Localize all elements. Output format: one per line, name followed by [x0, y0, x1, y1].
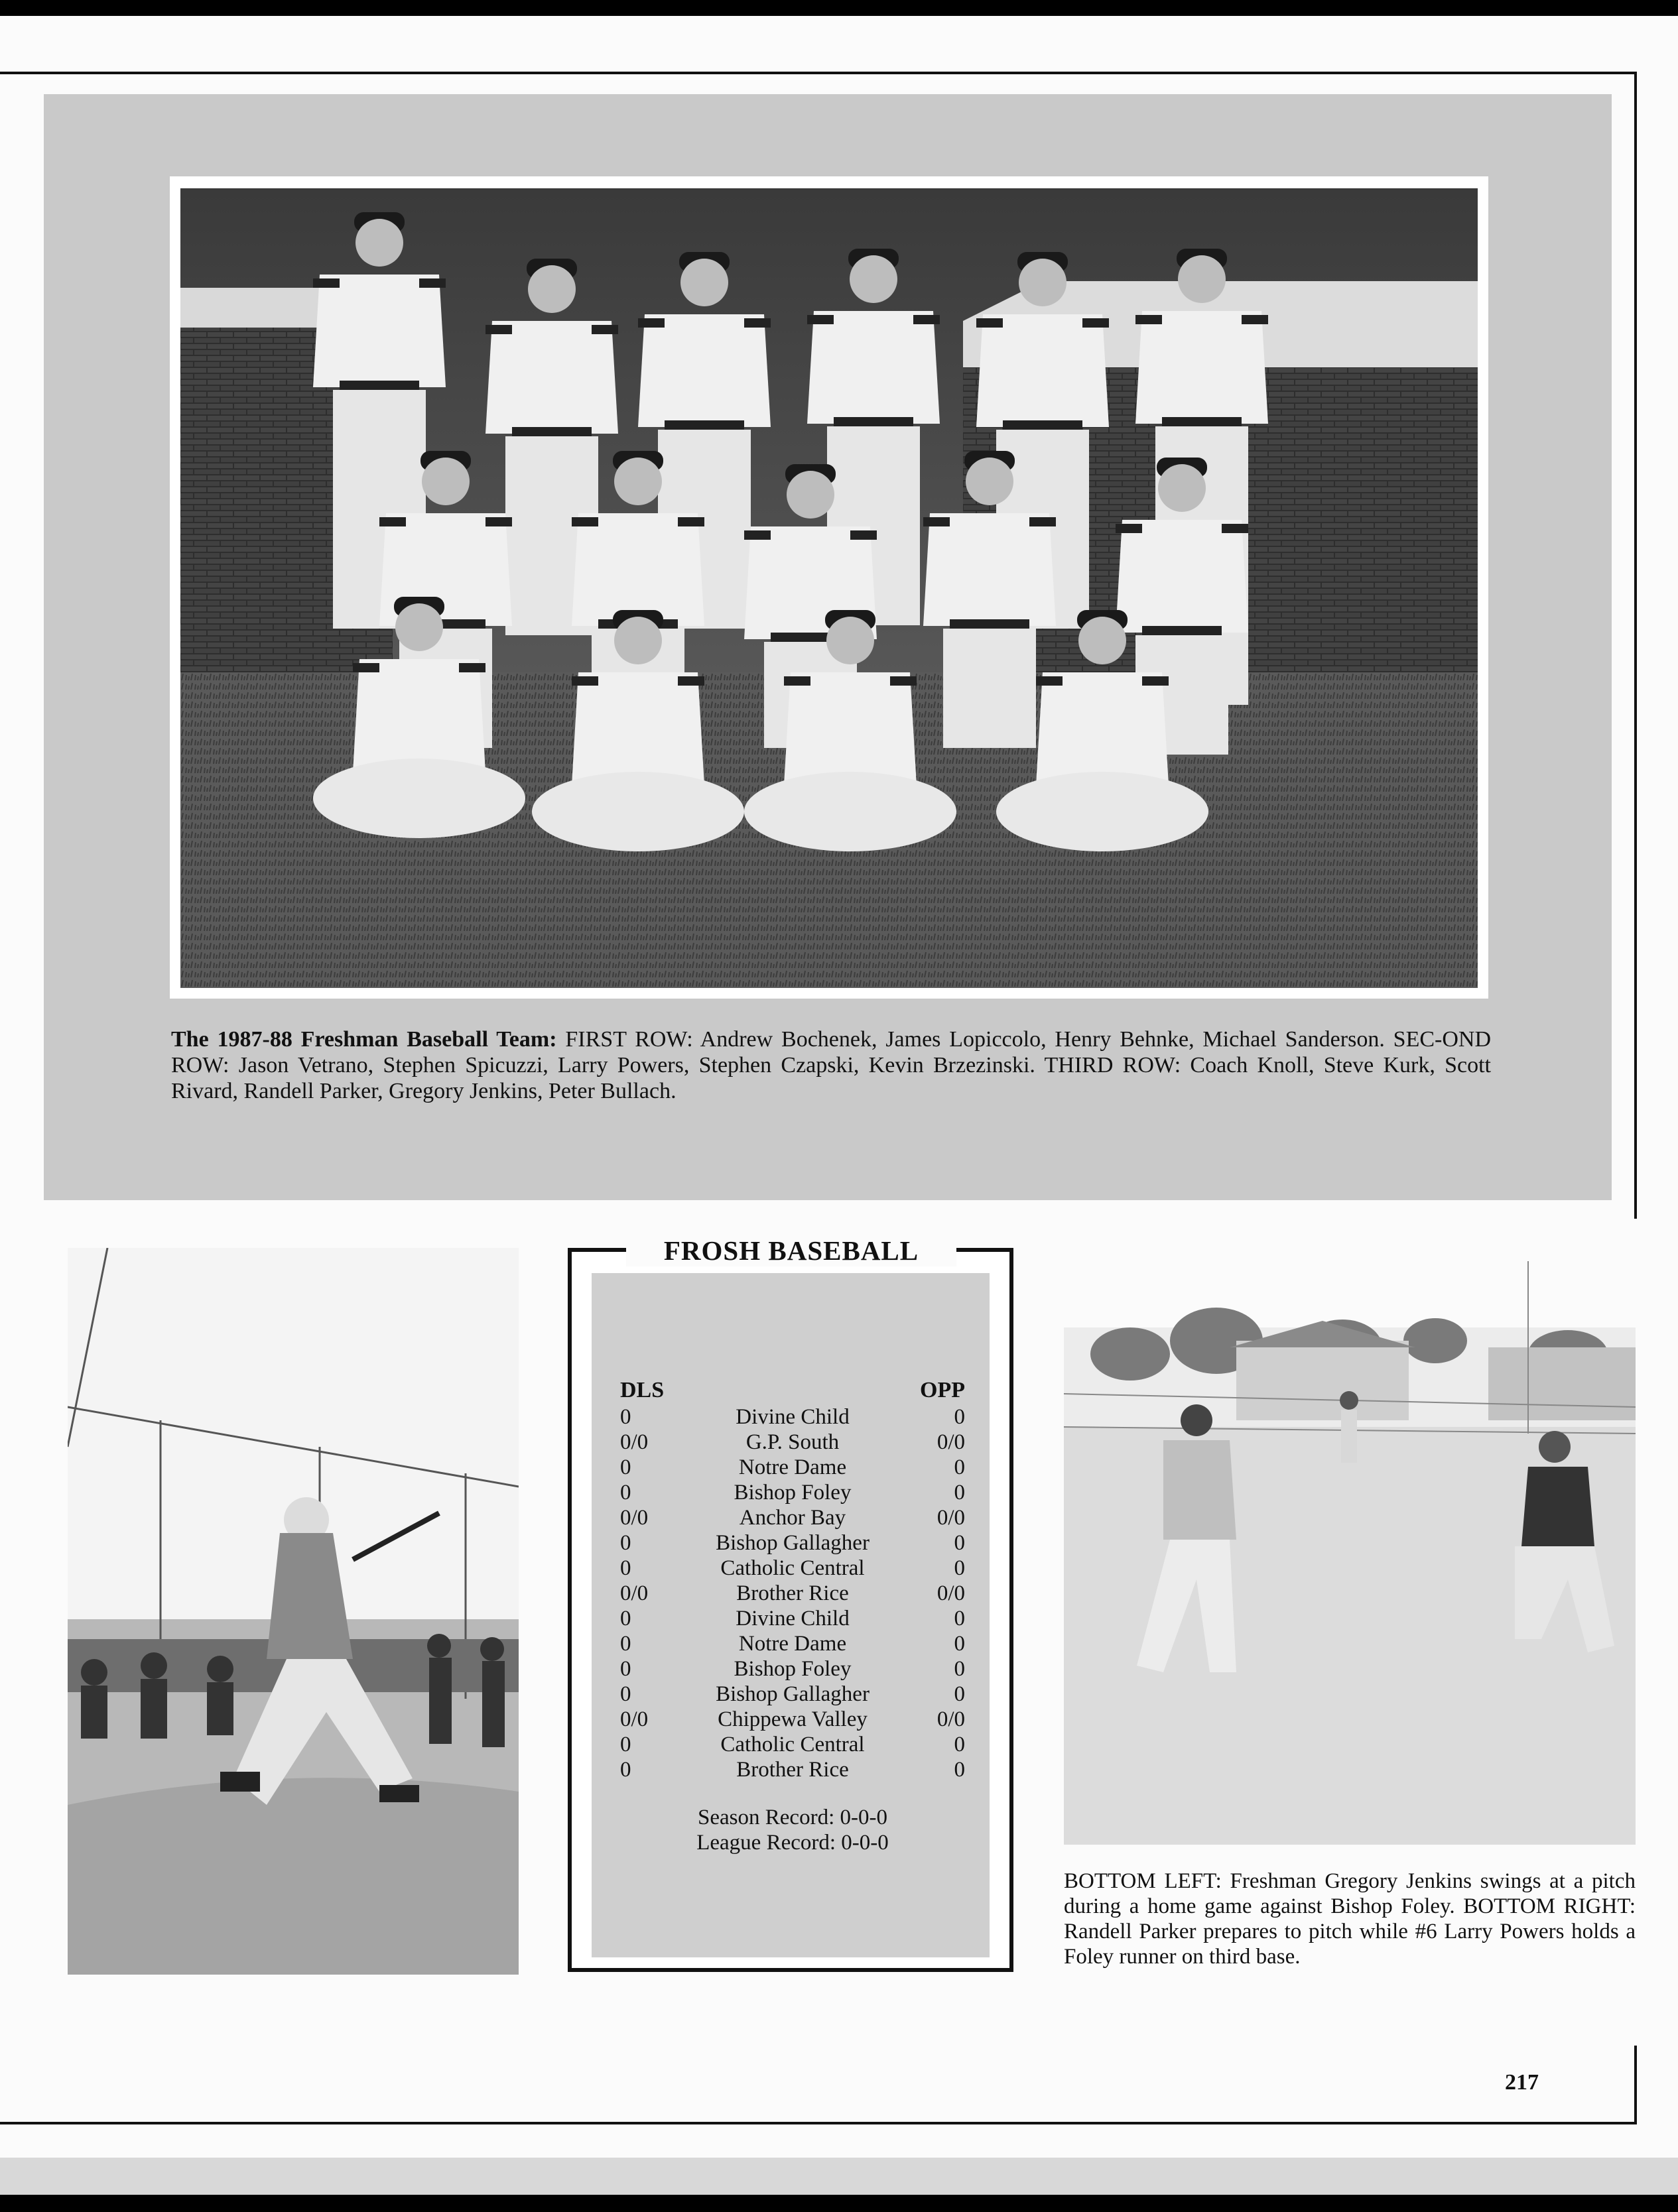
team-group-photo	[180, 188, 1478, 988]
opp-score: 0	[954, 1758, 965, 1782]
dls-score: 0	[620, 1733, 631, 1756]
result-row	[620, 1404, 965, 1430]
header-dls: DLS	[620, 1378, 665, 1402]
result-row	[620, 1505, 965, 1530]
opponent-name: Catholic Central	[720, 1556, 865, 1580]
dls-score: 0	[620, 1556, 631, 1580]
dls-score: 0	[620, 1758, 631, 1782]
result-row	[620, 1631, 965, 1656]
result-row	[620, 1530, 965, 1556]
opponent-name: Catholic Central	[720, 1733, 865, 1756]
opp-score: 0	[954, 1455, 965, 1479]
dls-score: 0	[620, 1682, 631, 1706]
dls-score: 0	[620, 1481, 631, 1505]
result-row	[620, 1581, 965, 1606]
right-border-rule-lower	[1634, 2046, 1637, 2124]
opp-score: 0	[954, 1531, 965, 1555]
opp-score: 0	[954, 1481, 965, 1505]
season-record: Season Record: 0-0-0	[698, 1806, 887, 1829]
result-row	[620, 1455, 965, 1480]
top-border-rule	[0, 72, 1637, 74]
opponent-name: Bishop Gallagher	[716, 1531, 870, 1555]
opponent-name: Divine Child	[736, 1607, 850, 1630]
dls-score: 0	[620, 1455, 631, 1479]
result-row	[620, 1480, 965, 1505]
opponent-name: Brother Rice	[736, 1581, 849, 1605]
batter-photo	[68, 1248, 519, 1975]
opponent-name: Bishop Gallagher	[716, 1682, 870, 1706]
opponent-name: G.P. South	[745, 1430, 840, 1454]
opponent-name: Bishop Foley	[734, 1481, 852, 1505]
scoreboard-title: FROSH BASEBALL	[663, 1235, 919, 1266]
team-photo-caption	[171, 1026, 1491, 1104]
action-photos-caption: BOTTOM LEFT: Freshman Gregory Jenkins swings at a pitch during a home game against Bishop Foley. BOTTOM RIGHT: Randell Parker prepares to pitch while #6 Larry Powers holds a Foley runner on third base.	[1064, 1869, 1636, 1969]
page-number: 217	[1505, 2070, 1539, 2095]
opponent-name: Notre Dame	[738, 1632, 847, 1656]
opp-score: 0/0	[936, 1430, 965, 1454]
opp-score: 0	[954, 1682, 965, 1706]
opponent-name: Notre Dame	[738, 1455, 847, 1479]
caption-roster: FIRST ROW: Andrew Bochenek, James Lopiccolo, Henry Behnke, Michael Sanderson. SEC-OND ROW: Jason Vetrano, Stephen Spicuzzi, Larry Powers, Stephen Czapski, Kevin Brzezinski. THIRD ROW: Coach Knoll, Steve Kurk, Scott Rivard, Randell Parker, Gregory Jenkins, Peter Bullach.	[171, 1027, 1491, 1103]
opponent-name: Bishop Foley	[734, 1657, 852, 1681]
opp-score: 0	[954, 1607, 965, 1630]
scan-bottom-edge	[0, 2195, 1678, 2212]
opp-score: 0	[954, 1733, 965, 1756]
header-opp: OPP	[920, 1378, 965, 1402]
dls-score: 0/0	[620, 1506, 649, 1530]
league-record: League Record: 0-0-0	[696, 1831, 889, 1855]
scoreboard-header	[620, 1378, 965, 1404]
opp-score: 0	[954, 1405, 965, 1429]
bottom-border-rule	[0, 2122, 1637, 2124]
opp-score: 0/0	[936, 1506, 965, 1530]
opp-score: 0	[954, 1657, 965, 1681]
opp-score: 0/0	[936, 1581, 965, 1605]
pitcher-photo	[1064, 1248, 1636, 1845]
right-border-rule	[1634, 72, 1637, 1219]
result-row	[620, 1656, 965, 1682]
opp-score: 0	[954, 1556, 965, 1580]
dls-score: 0	[620, 1531, 631, 1555]
result-row	[620, 1757, 965, 1782]
dls-score: 0/0	[620, 1707, 649, 1731]
scan-top-edge	[0, 0, 1678, 16]
opponent-name: Brother Rice	[736, 1758, 849, 1782]
result-row	[620, 1732, 965, 1757]
dls-score: 0	[620, 1632, 631, 1656]
result-row	[620, 1430, 965, 1455]
dls-score: 0	[620, 1657, 631, 1681]
result-row	[620, 1682, 965, 1707]
caption-title: The 1987-88 Freshman Baseball Team:	[171, 1027, 557, 1052]
opponent-name: Anchor Bay	[739, 1506, 846, 1530]
opp-score: 0/0	[936, 1707, 965, 1731]
opp-score: 0	[954, 1632, 965, 1656]
result-row	[620, 1606, 965, 1631]
dls-score: 0	[620, 1607, 631, 1630]
dls-score: 0/0	[620, 1430, 649, 1454]
result-row	[620, 1556, 965, 1581]
dls-score: 0	[620, 1405, 631, 1429]
dls-score: 0/0	[620, 1581, 649, 1605]
opponent-name: Divine Child	[736, 1405, 850, 1429]
result-row	[620, 1707, 965, 1732]
opponent-name: Chippewa Valley	[718, 1707, 868, 1731]
